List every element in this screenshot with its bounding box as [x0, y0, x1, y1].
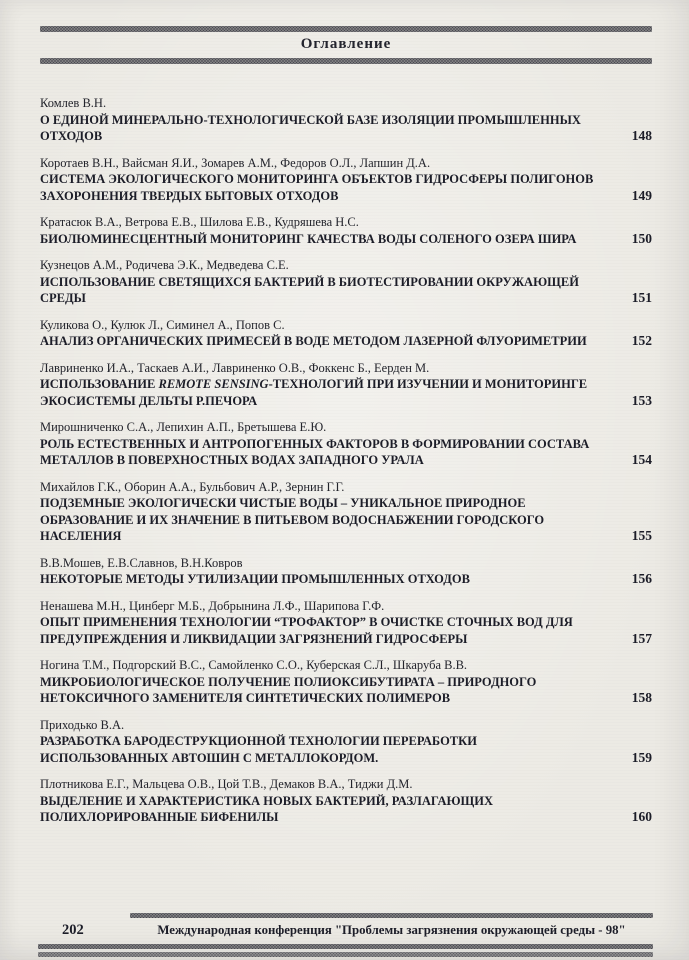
toc-entry [40, 717, 652, 767]
entry-page-number: 155 [631, 528, 652, 543]
toc-entry-text [40, 419, 600, 469]
page-header [40, 26, 652, 64]
toc-entry [40, 419, 652, 469]
toc-entry [40, 598, 652, 648]
toc-list [40, 95, 652, 826]
entry-title: РАЗРАБОТКА БАРОДЕСТРУКЦИОННОЙ ТЕХНОЛОГИИ ПЕРЕРАБОТКИ ИСПОЛЬЗОВАННЫХ АВТОШИН С МЕТАЛЛОКОРДОМ. [40, 734, 477, 765]
toc-entry-text [40, 360, 600, 410]
toc-entry-text [40, 317, 600, 350]
entry-authors: Плотникова Е.Г., Мальцева О.В., Цой Т.В., Демаков В.А., Тиджи Д.М. [40, 777, 413, 791]
header-rule-bottom [40, 58, 652, 64]
entry-authors: Михайлов Г.К., Оборин А.А., Бульбович А.Р., Зернин Г.Г. [40, 479, 345, 494]
entry-title: АНАЛИЗ ОРГАНИЧЕСКИХ ПРИМЕСЕЙ В ВОДЕ МЕТОДОМ ЛАЗЕРНОЙ ФЛУОРИМЕТРИИ [40, 334, 587, 348]
footer-rule-bottom-2 [38, 952, 653, 957]
toc-entry [40, 317, 652, 350]
toc-entry-text [40, 155, 600, 205]
entry-authors: Коротаев В.Н., Вайсман Я.И., Зомарев А.М., Федоров О.Л., Лапшин Д.А. [40, 155, 431, 170]
entry-title: НЕКОТОРЫЕ МЕТОДЫ УТИЛИЗАЦИИ ПРОМЫШЛЕННЫХ ОТХОДОВ [40, 572, 470, 586]
entry-page-number: 152 [631, 333, 652, 348]
toc-entry-text [40, 257, 600, 307]
footer-conference-title: Международная конференция "Проблемы загрязнения окружающей среды - 98" [157, 923, 626, 937]
entry-title: ПОДЗЕМНЫЕ ЭКОЛОГИЧЕСКИ ЧИСТЫЕ ВОДЫ – УНИКАЛЬНОЕ ПРИРОДНОЕ ОБРАЗОВАНИЕ И ИХ ЗНАЧЕНИЕ В ПИТЬЕВОМ ВОДОСНАБЖЕНИИ ГОРОДСКОГО НАСЕЛЕНИЯ [40, 496, 545, 543]
entry-title: ОПЫТ ПРИМЕНЕНИЯ ТЕХНОЛОГИИ “ТРОФАКТОР” В ОЧИСТКЕ СТОЧНЫХ ВОД ДЛЯ ПРЕДУПРЕЖДЕНИЯ И ЛИКВИДАЦИИ ЗАГРЯЗНЕНИЙ ГИДРОСФЕРЫ [40, 615, 573, 646]
entry-page-number: 151 [631, 290, 652, 305]
page-footer [38, 913, 653, 957]
toc-entry [40, 555, 652, 588]
entry-authors: Кузнецов А.М., Родичева Э.К., Медведева С.Е. [40, 258, 289, 272]
entry-title: БИОЛЮМИНЕСЦЕНТНЫЙ МОНИТОРИНГ КАЧЕСТВА ВОДЫ СОЛЕНОГО ОЗЕРА ШИРА [40, 231, 577, 246]
toc-entry [40, 95, 652, 145]
footer-page-number: 202 [62, 922, 84, 938]
entry-authors: Куликова О., Кулюк Л., Симинел А., Попов С. [40, 317, 285, 332]
toc-entry-text [40, 598, 600, 648]
entry-authors: Кратасюк В.А., Ветрова Е.В., Шилова Е.В., Кудряшева Н.С. [40, 215, 359, 229]
entry-authors: Приходько В.А. [40, 717, 125, 732]
toc-entry-text [40, 555, 600, 588]
toc-entry [40, 155, 652, 205]
entry-title: О ЕДИНОЙ МИНЕРАЛЬНО-ТЕХНОЛОГИЧЕСКОЙ БАЗЕ ИЗОЛЯЦИИ ПРОМЫШЛЕННЫХ ОТХОДОВ [40, 112, 581, 143]
toc-entry [40, 657, 652, 707]
entry-page-number: 149 [631, 187, 652, 203]
entry-title: ИСПОЛЬЗОВАНИЕ СВЕТЯЩИХСЯ БАКТЕРИЙ В БИОТЕСТИРОВАНИИ ОКРУЖАЮЩЕЙ СРЕДЫ [40, 274, 579, 305]
toc-entry [40, 257, 652, 307]
entry-page-number: 160 [631, 809, 652, 824]
entry-title: РОЛЬ ЕСТЕСТВЕННЫХ И АНТРОПОГЕННЫХ ФАКТОРОВ В ФОРМИРОВАНИИ СОСТАВА МЕТАЛЛОВ В ПОВЕРХНОСТНЫХ ВОДАХ ЗАПАДНОГО УРАЛА [40, 436, 590, 467]
entry-page-number: 157 [631, 630, 652, 646]
entry-page-number: 156 [631, 571, 652, 586]
entry-authors: Ненашева М.Н., Цинберг М.Б., Добрынина Л.Ф., Шарипова Г.Ф. [40, 598, 385, 613]
toc-entry [40, 214, 652, 247]
toc-entry-text [40, 214, 600, 247]
entry-title: СИСТЕМА ЭКОЛОГИЧЕСКОГО МОНИТОРИНГА ОБЪЕКТОВ ГИДРОСФЕРЫ ПОЛИГОНОВ ЗАХОРОНЕНИЯ ТВЕРДЫХ БЫТОВЫХ ОТХОДОВ [40, 172, 594, 203]
page-title: Оглавление [300, 36, 392, 52]
toc-entry-text [40, 95, 600, 145]
toc-entry-text [40, 657, 600, 707]
entry-title: ВЫДЕЛЕНИЕ И ХАРАКТЕРИСТИКА НОВЫХ БАКТЕРИЙ, РАЗЛАГАЮЩИХ ПОЛИХЛОРИРОВАННЫЕ БИФЕНИЛЫ [40, 793, 494, 824]
entry-page-number: 159 [631, 749, 652, 765]
toc-entry-text [40, 776, 600, 826]
entry-authors: В.В.Мошев, Е.В.Славнов, В.Н.Ковров [40, 555, 243, 570]
toc-entry-text [40, 717, 600, 767]
entry-page-number: 153 [631, 392, 652, 408]
toc-entry [40, 360, 652, 410]
footer-text-row [38, 918, 653, 944]
toc-entry [40, 776, 652, 826]
entry-authors: Комлев В.Н. [40, 96, 107, 110]
entry-title: ИСПОЛЬЗОВАНИЕ REMOTE SENSING-ТЕХНОЛОГИЙ ПРИ ИЗУЧЕНИИ И МОНИТОРИНГЕ ЭКОСИСТЕМЫ ДЕЛЬТЫ Р.ПЕЧОРА [40, 377, 588, 408]
entry-page-number: 158 [631, 690, 652, 705]
toc-entry [40, 479, 652, 545]
entry-page-number: 150 [631, 230, 652, 246]
entry-authors: Ногина Т.М., Подгорский В.С., Самойленко С.О., Куберская С.Л., Шкаруба В.В. [40, 658, 468, 672]
entry-page-number: 154 [631, 452, 652, 467]
entry-authors: Мирошниченко С.А., Лепихин А.П., Бретышева Е.Ю. [40, 420, 327, 434]
entry-title: МИКРОБИОЛОГИЧЕСКОЕ ПОЛУЧЕНИЕ ПОЛИОКСИБУТИРАТА – ПРИРОДНОГО НЕТОКСИЧНОГО ЗАМЕНИТЕЛЯ СИНТЕТИЧЕСКИХ ПОЛИМЕРОВ [40, 674, 537, 705]
entry-authors: Лавриненко И.А., Таскаев А.И., Лавриненко О.В., Фоккенс Б., Еерден М. [40, 360, 430, 375]
entry-page-number: 148 [631, 128, 652, 143]
toc-entry-text [40, 479, 600, 545]
